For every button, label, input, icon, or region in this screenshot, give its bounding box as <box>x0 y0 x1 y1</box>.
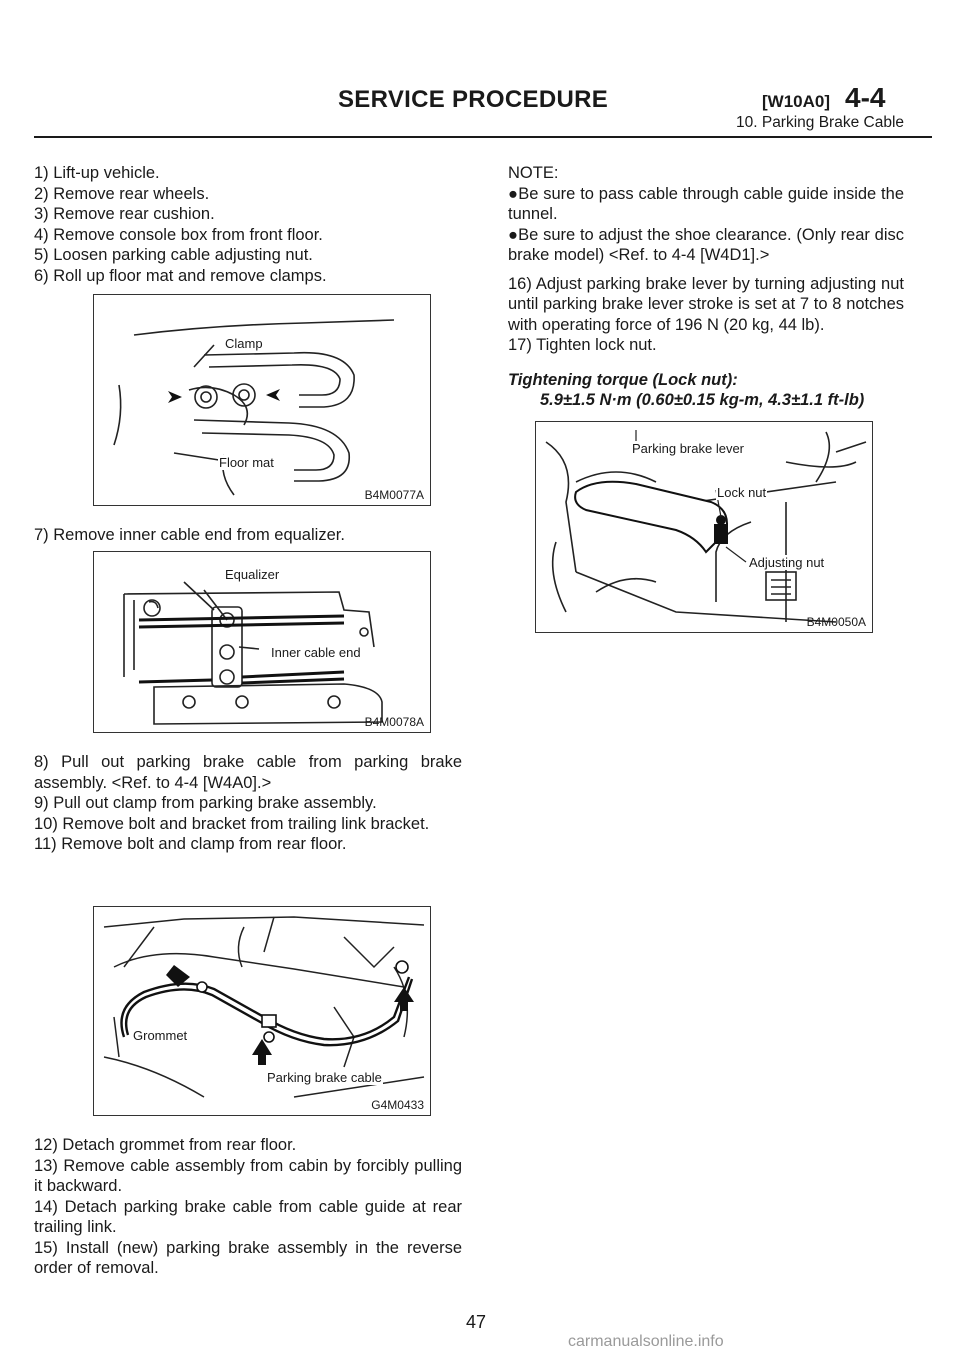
steps-8-to-11 <box>34 752 462 855</box>
note-item: ●Be sure to pass cable through cable guide inside the tunnel. <box>508 184 904 223</box>
step: 12) Detach grommet from rear floor. <box>34 1136 297 1154</box>
step: 6) Roll up floor mat and remove clamps. <box>34 266 327 285</box>
label-lock-nut: Lock nut <box>717 485 767 500</box>
label-clamp: Clamp <box>225 336 263 351</box>
figure-parking-brake-lever <box>535 421 873 633</box>
step: 17) Tighten lock nut. <box>508 336 657 354</box>
note-title: NOTE: <box>508 164 559 182</box>
step-7: 7) Remove inner cable end from equalizer. <box>34 526 345 544</box>
step: 4) Remove console box from front floor. <box>34 225 323 244</box>
figure-clamp-floor-mat <box>93 294 431 506</box>
label-adjusting-nut: Adjusting nut <box>749 555 825 570</box>
clamp-illustration <box>94 295 430 505</box>
note-item: ●Be sure to adjust the shoe clearance. (Only rear disc brake model) <Ref. to 4-4 [W4D1].> <box>508 225 905 264</box>
step: 15) Install (new) parking brake assembly in the reverse order of removal. <box>34 1238 462 1277</box>
page-header-title: SERVICE PROCEDURE <box>338 86 609 113</box>
figure-caption: B4M0050A <box>806 615 866 629</box>
step: 14) Detach parking brake cable from cable guide at rear trailing link. <box>34 1197 462 1236</box>
step: 11) Remove bolt and clamp from rear floor. <box>34 835 347 853</box>
torque-value: 5.9±1.5 N·m (0.60±0.15 kg-m, 4.3±1.1 ft-lb) <box>540 391 865 409</box>
label-parking-brake-lever: Parking brake lever <box>632 441 744 456</box>
section-code: [W10A0] <box>762 92 831 111</box>
steps-12-to-15 <box>34 1135 462 1279</box>
label-parking-brake-cable: Parking brake cable <box>267 1070 382 1085</box>
step: 1) Lift-up vehicle. <box>34 164 160 182</box>
step: 10) Remove bolt and bracket from trailing link bracket. <box>34 814 430 833</box>
step: 16) Adjust parking brake lever by turning adjusting nut until parking brake lever stroke is set at 7 to 8 notches with operating force of 196 N (20 kg, 44 lb). <box>508 274 904 334</box>
step: 13) Remove cable assembly from cabin by forcibly pulling it backward. <box>34 1156 462 1195</box>
steps-1-to-6 <box>34 163 462 286</box>
step: 5) Loosen parking cable adjusting nut. <box>34 246 313 264</box>
bullet-icon: ● <box>508 184 519 203</box>
section-subtitle: 10. Parking Brake Cable <box>736 114 905 131</box>
figure-equalizer <box>93 551 431 733</box>
bullet-icon: ● <box>508 225 519 244</box>
note-block <box>508 163 904 356</box>
step: 9) Pull out clamp from parking brake assembly. <box>34 794 377 812</box>
section-number: 4-4 <box>845 82 886 113</box>
label-equalizer: Equalizer <box>225 567 280 582</box>
step: 8) Pull out parking brake cable from parking brake assembly. <Ref. to 4-4 [W4A0].> <box>34 753 462 792</box>
step: 3) Remove rear cushion. <box>34 205 215 223</box>
watermark: carmanualsonline.info <box>568 1333 724 1350</box>
label-inner-cable-end: Inner cable end <box>271 645 361 660</box>
figure-caption: B4M0077A <box>364 488 424 502</box>
page-number: 47 <box>466 1312 487 1332</box>
figure-grommet-cable <box>93 906 431 1116</box>
figure-caption: G4M0433 <box>371 1098 424 1112</box>
label-grommet: Grommet <box>133 1028 188 1043</box>
step: 2) Remove rear wheels. <box>34 184 210 203</box>
figure-caption: B4M0078A <box>364 715 424 729</box>
header-rule <box>34 136 932 138</box>
torque-label: Tightening torque (Lock nut): <box>508 371 738 389</box>
label-floor-mat: Floor mat <box>219 455 274 470</box>
